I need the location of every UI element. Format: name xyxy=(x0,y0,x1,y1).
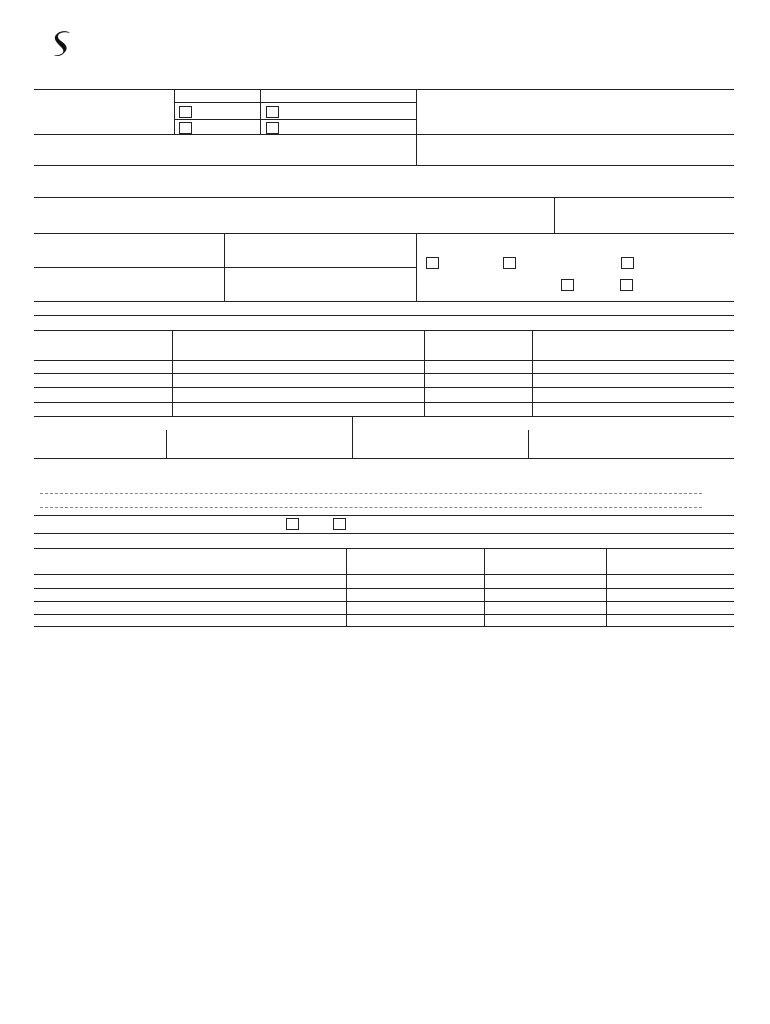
details-line-1[interactable] xyxy=(40,493,702,494)
accidental-death-checkbox[interactable] xyxy=(503,257,516,269)
natural-checkbox[interactable] xyxy=(426,257,439,269)
details-line-2[interactable] xyxy=(40,507,702,508)
birth-cert-yes-checkbox[interactable] xyxy=(561,279,574,291)
tobacco-no-checkbox[interactable] xyxy=(333,518,346,530)
birth-cert-no-checkbox[interactable] xyxy=(620,279,633,291)
other-cause-checkbox[interactable] xyxy=(621,257,634,269)
waiver-checkbox-1[interactable] xyxy=(266,106,279,118)
sagicor-s-icon xyxy=(52,30,74,58)
death-claim-checkbox-1[interactable] xyxy=(179,106,192,118)
tobacco-yes-checkbox[interactable] xyxy=(286,518,299,530)
death-claim-checkbox-2[interactable] xyxy=(179,122,192,134)
waiver-checkbox-2[interactable] xyxy=(266,122,279,134)
